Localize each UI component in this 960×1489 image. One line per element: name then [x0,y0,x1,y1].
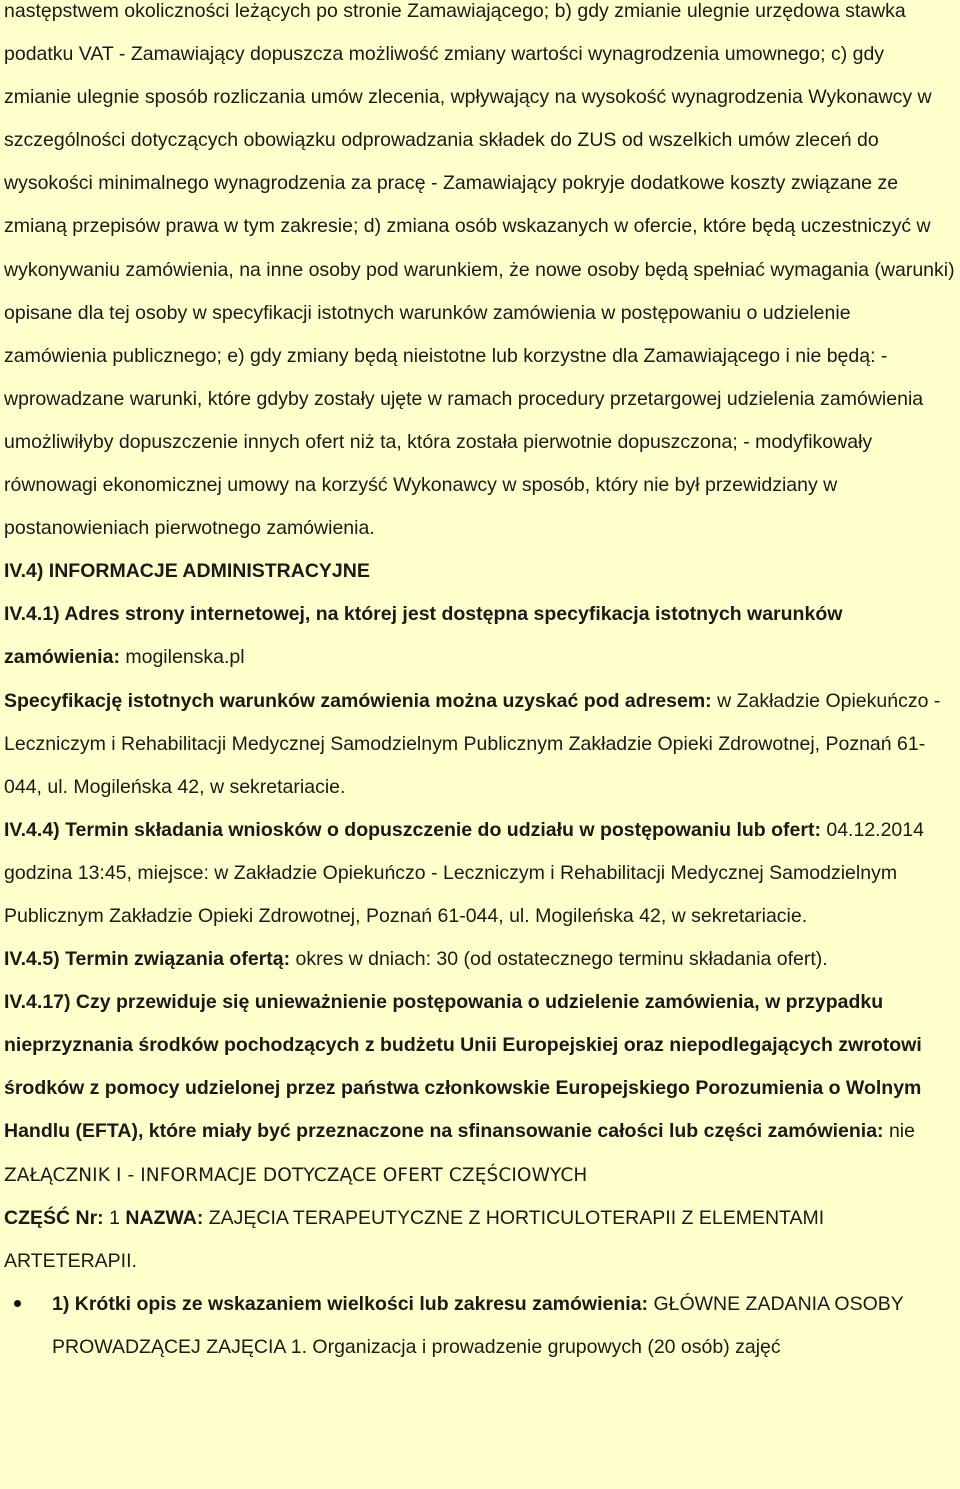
offer-binding-period-label: IV.4.5) Termin związania ofertą: [4,948,291,971]
section-heading-text: IV.4) INFORMACJE ADMINISTRACYJNE [4,560,370,583]
part-details-list [4,1283,956,1369]
offer-binding-period-value: okres w dniach: 30 (od ostatecznego terminu składania ofert). [290,948,828,971]
website-address-item [4,593,956,679]
part-item [4,1197,956,1283]
part-name-value: ZAJĘCIA TERAPEUTYCZNE Z HORTICULOTERAPII Z ELEMENTAMI ARTETERAPII. [4,1206,825,1272]
cancellation-label: IV.4.17) Czy przewiduje się unieważnienie postępowania o udzielenie zamówienia, w przypadku nieprzyznania środków pochodzących z budżetu Unii Europejskiej oraz niepodlegających zwrotowi środków z pomocy udzielonej przez państwa członkowskie Europejskiego Porozumienia o Wolnym Handlu (EFTA), które miały być przeznaczone na sfinansowanie całości lub części zamówienia: [4,991,922,1143]
website-address-value: mogilenska.pl [119,646,245,669]
submission-deadline-value: 04.12.2014 godzina 13:45, miejsce: w Zakładzie Opiekuńczo - Leczniczym i Rehabilitacji Medycznej Samodzielnym Publicznym Zakładzie Opieki Zdrowotnej, Poznań 61-044, ul. Mogileńska 42, w sekretariacie. [4,818,924,927]
part-label: CZĘŚĆ Nr: [4,1206,104,1229]
cancellation-value: nie [883,1120,915,1143]
specification-address-value: w Zakładzie Opiekuńczo - Leczniczym i Rehabilitacji Medycznej Samodzielnym Publicznym Zakładzie Opieki Zdrowotnej, Poznań 61-044, ul. Mogileńska 42, w sekretariacie. [4,689,941,798]
submission-deadline-label: IV.4.4) Termin składania wniosków o dopuszczenie do udziału w postępowaniu lub ofert: [4,818,821,841]
short-description-value: GŁÓWNE ZADANIA OSOBY PROWADZĄCEJ ZAJĘCIA 1. Organizacja i prowadzenie grupowych (20 osób) zajęć [52,1292,904,1358]
cancellation-item [4,981,956,1153]
website-address-label: IV.4.1) Adres strony internetowej, na której jest dostępna specyfikacja istotnych warunków zamówienia: [4,603,843,669]
specification-address-label: Specyfikację istotnych warunków zamówienia można uzyskać pod adresem: [4,689,712,712]
specification-address-item [4,680,956,809]
list-item [52,1283,956,1369]
submission-deadline-item [4,809,956,938]
bullet-icon [14,1300,21,1307]
part-name-label: NAZWA: [125,1206,204,1229]
contract-changes-paragraph: następstwem okoliczności leżących po stronie Zamawiającego; b) gdy zmianie ulegnie urzędowa stawka podatku VAT - Zamawiający dopuszcza możliwość zmiany wartości wynagrodzenia umownego; c) gdy zmianie ulegnie sposób rozliczania umów zlecenia, wpływający na wysokość wynagrodzenia Wykonawcy w szczególności dotyczących obowiązku odprowadzania składek do ZUS od wszelkich umów zleceń do wysokości minimalnego wynagrodzenia za pracę - Zamawiający pokryje dodatkowe koszty związane ze zmianą przepisów prawa w tym zakresie; d) zmiana osób wskazanych w ofercie, które będą uczestniczyć w wykonywaniu zamówienia, na inne osoby pod warunkiem, że nowe osoby będą spełniać wymagania (warunki) opisane dla tej osoby w specyfikacji istotnych warunków zamówienia w postępowaniu o udzielenie zamówienia publicznego; e) gdy zmiany będą nieistotne lub korzystne dla Zamawiającego i nie będą: - wprowadzane warunki, które gdyby zostały ujęte w ramach procedury przetargowej udzielenia zamówienia umożliwiłyby dopuszczenie innych ofert niż ta, która została pierwotnie dopuszczona; - modyfikowały równowagi ekonomicznej umowy na korzyść Wykonawcy w sposób, który nie był przewidziany w postanowieniach pierwotnego zamówienia. [4,0,955,540]
part-number: 1 [103,1206,126,1229]
section-heading [4,550,956,593]
short-description-label: 1) Krótki opis ze wskazaniem wielkości lub zakresu zamówienia: [52,1292,649,1315]
offer-binding-period-item [4,938,956,981]
annex-title: ZAŁĄCZNIK I - INFORMACJE DOTYCZĄCE OFERT CZĘŚCIOWYCH [4,1164,588,1186]
